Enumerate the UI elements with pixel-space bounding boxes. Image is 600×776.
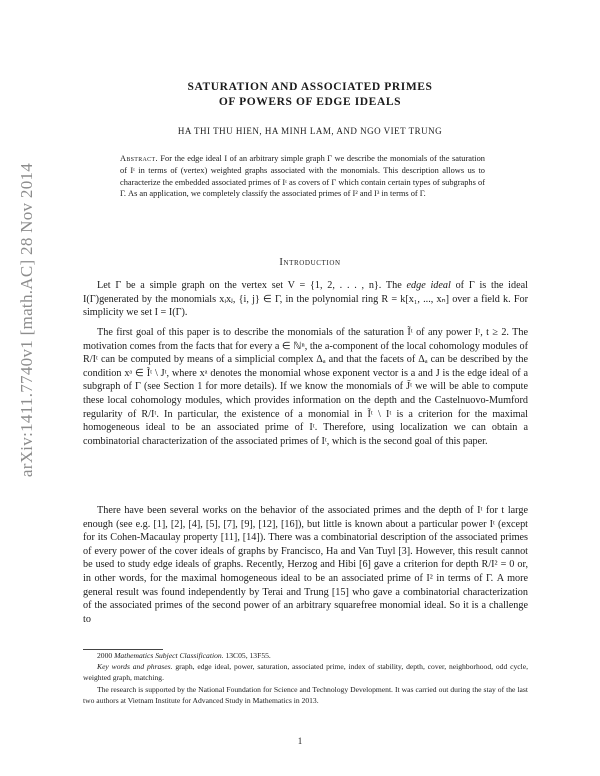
author-list: HA THI THU HIEN, HA MINH LAM, AND NGO VIET TRUNG [177,126,443,136]
footnote-support: The research is supported by the National Foundation for Science and Technology Development. It was carried out during the stay of the last two authors at Vietnam Institute for Advanced Study in Mathematics in 2013. [83,685,528,705]
arxiv-identifier-text: arXiv:1411.7740v1 [math.AC] 28 Nov 2014 [17,162,36,478]
footnote-keywords [83,662,528,683]
msc-label: Mathematics Subject Classification. [114,651,224,660]
keywords-label: Key words and phrases. [97,662,173,671]
paragraph-1-text-b: of Γ is the ideal I(Γ)generated by the monomials xᵢxⱼ, {i, j} ∈ Γ, in the polynomial ring R = k[x₁, ..., xₙ] over a field k. For simplicity we set I = I(Γ). [83,280,528,319]
title-line-1: SATURATION AND ASSOCIATED PRIMES [187,81,433,93]
intro-paragraph-3: There have been several works on the behavior of the associated primes and the depth of Iᵗ for t large enough (see e.g. [1], [2], [4], [5], [7], [9], [12], [16]), but little is known about a particular power Iᵗ (except for its Cohen-Macaulay property [11], [14]). There was a combinatorial description of the associated primes of every power of the cover ideals of graphs by Francisco, Ha and Van Tuyl [3]. However, this result cannot be used to study edge ideals of graphs. Recently, Herzog and Hibi [6] gave a criterion for depth R/I² = 0 or, in other words, for the maximal homogeneous ideal to be an associated prime of I² in terms of Γ. A more general result was found independently by Terai and Trung [15] who gave a combinatorial characterization of the associated primes of the second power of an arbitrary squarefree monomial ideal. So it is a challenge to [83,505,528,625]
page-number: 1 [297,736,303,746]
footnote-msc [83,651,528,662]
paragraph-1-emphasis: edge ideal [406,280,451,291]
arxiv-identifier-stamp [10,60,44,580]
msc-year: 2000 [97,651,115,660]
abstract-label: Abstract. [120,154,158,163]
msc-value: 13C05, 13F55. [223,651,271,660]
keywords-value: graph, edge ideal, power, saturation, associated prime, index of stability, depth, cover, neighborhood, odd cycle, weighted graph, matching. [83,662,528,682]
title-line-2: OF POWERS OF EDGE IDEALS [218,96,402,108]
footnote-rule [83,649,163,650]
abstract-text: For the edge ideal I of an arbitrary simple graph Γ we describe the monomials of the saturation of Iᵗ in terms of (vertex) weighted graphs associated with the monomials. This description allows us to characterize the embedded associated primes of Iᵗ as covers of Γ which contain certain types of subgraphs of Γ. As an application, we completely classify the associated primes of I² and I³ in terms of Γ. [120,154,485,199]
intro-paragraph-2: The first goal of this paper is to describe the monomials of the saturation Ĩᵗ of any power Iᵗ, t ≥ 2. The motivation comes from the facts that for every a ∈ ℕⁿ, the a-component of the local cohomology modules of R/Iᵗ can be computed by means of a simplicial complex Δₐ and that the facets of Δₐ can be described by the condition xᵃ ∈ Ĩᵗ \ Jᵗ, where xᵃ denotes the monomial whose exponent vector is a and J is the edge ideal of a subgraph of Γ (see Section 1 for more details). If we know the monomials of J̃ᵗ we will be able to compute these local cohomology modules, which provides information on the depth and the Castelnuovo-Mumford regularity of R/Iᵗ. In particular, the existence of a monomial in Ĩᵗ \ Iᵗ is a criterion for the maximal homogeneous ideal to be an associated prime of Iᵗ. Therefore, using localization we can obtain a combinatorial characterization of the associated primes of Iᵗ, which is the second goal of this paper. [83,327,528,447]
abstract-block [120,153,485,200]
paper-title [110,80,510,110]
section-heading-introduction: Introduction [279,257,341,268]
paragraph-1-text-a: Let Γ be a simple graph on the vertex set V = {1, 2, . . . , n}. The [97,280,407,291]
intro-paragraph-1 [83,279,528,320]
